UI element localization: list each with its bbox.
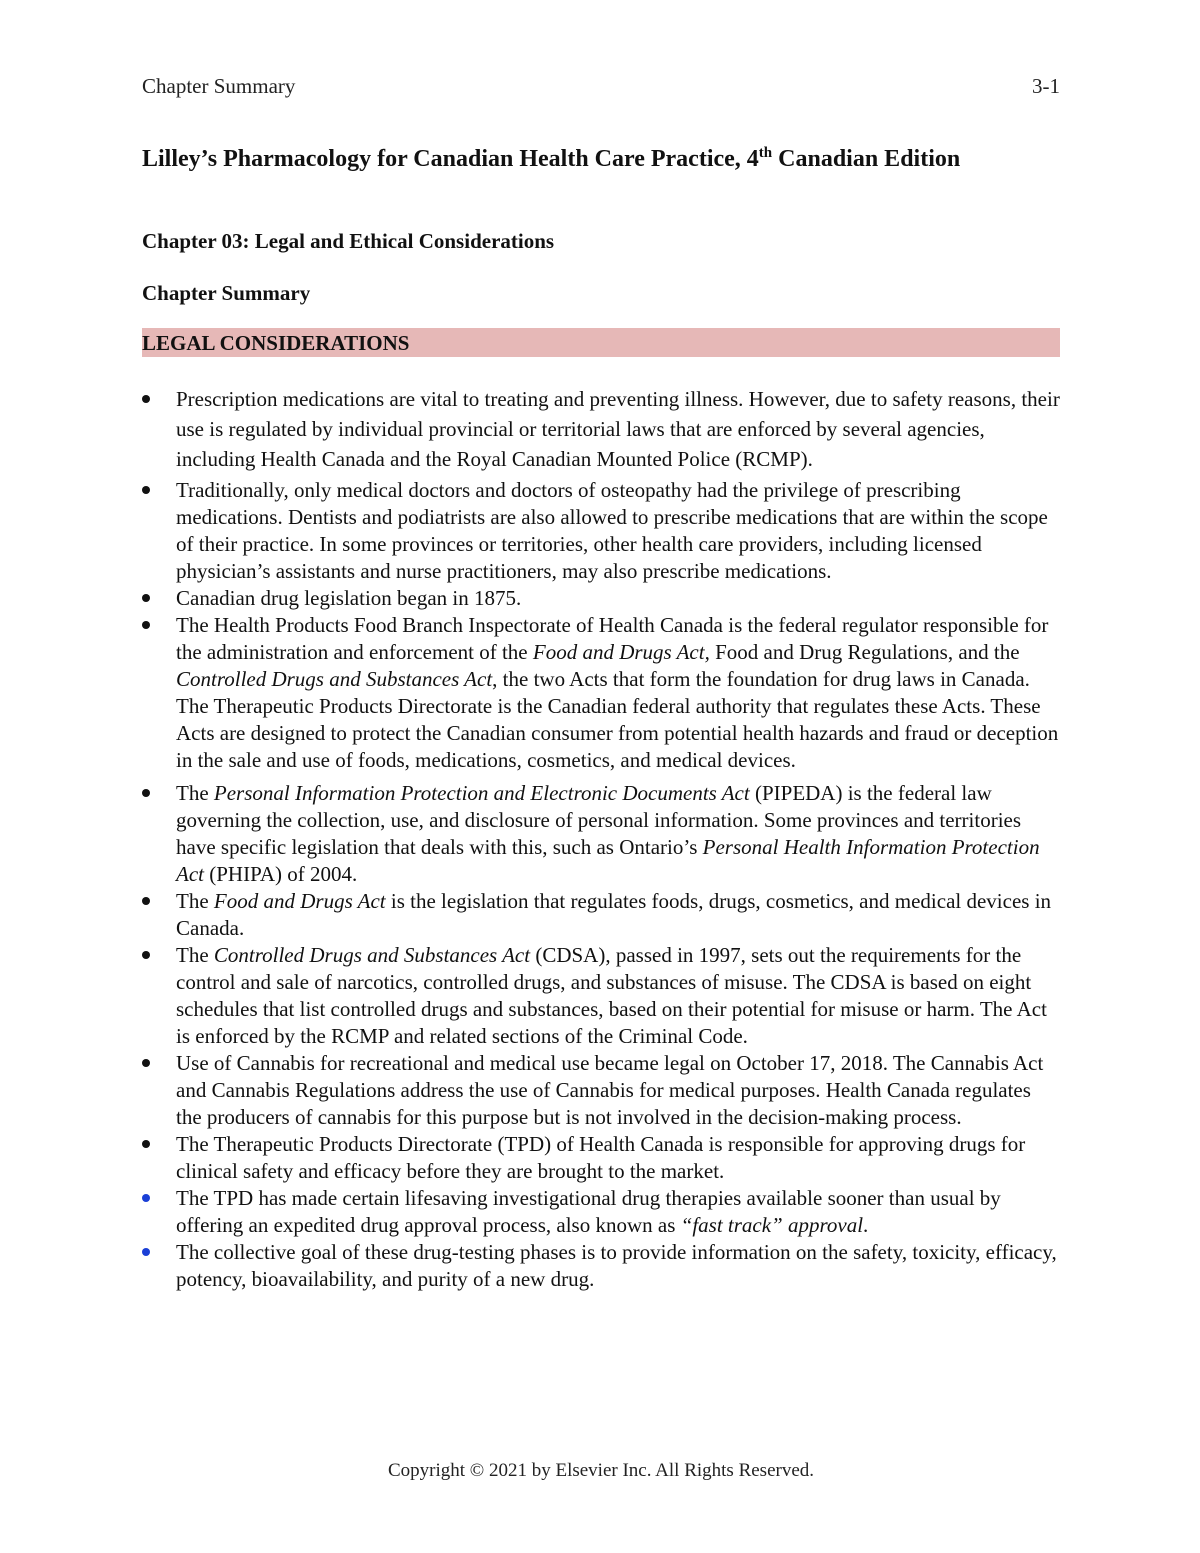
text-run: The [176, 943, 214, 967]
chapter-heading: Chapter 03: Legal and Ethical Considerations [142, 229, 555, 253]
header-page-number: 3-1 [1032, 74, 1060, 98]
list-item [142, 780, 1060, 888]
bullet-icon [142, 621, 150, 629]
text-run: (PHIPA) of 2004. [203, 862, 358, 886]
list-item-text: Canadian drug legislation began in 1875. [176, 586, 522, 610]
act-name: Food and Drugs Act [213, 889, 386, 913]
act-name: Food and Drugs Act, [532, 640, 710, 664]
section-heading-bar [142, 328, 1060, 357]
text-run: The TPD has made certain lifesaving investigational drug therapies available sooner than usual by offering an expedited drug approval process, also known as [176, 1186, 1001, 1237]
list-item [142, 1239, 1060, 1293]
list-item [142, 1050, 1060, 1131]
text-run: . [863, 1213, 869, 1237]
book-title-main: Lilley’s Pharmacology for Canadian Health Care Practice, 4 [142, 146, 759, 172]
act-name: Personal Health Information Protection Act [176, 835, 1040, 886]
list-item [142, 384, 1060, 474]
summary-heading: Chapter Summary [142, 281, 311, 305]
bullet-icon [142, 395, 150, 403]
list-item [142, 1131, 1060, 1185]
bullet-icon [142, 1248, 150, 1256]
list-item [142, 942, 1060, 1050]
list-item-text: Prescription medications are vital to treating and preventing illness. However, due to safety reasons, their use is regulated by individual provincial or territorial laws that are enforced by several agencies, including Health Canada and the Royal Canadian Mounted Police (RCMP). [176, 387, 1060, 471]
list-item-text: Use of Cannabis for recreational and medical use became legal on October 17, 2018. The Cannabis Act and Cannabis Regulations address the use of Cannabis for medical purposes. Health Canada regulates the producers of cannabis for this purpose but is not involved in the decision-making process. [176, 1051, 1044, 1129]
book-title [142, 143, 1042, 176]
text-run: The [176, 781, 214, 805]
section-heading: LEGAL CONSIDERATIONS [142, 331, 410, 355]
bullet-icon [142, 897, 150, 905]
list-item-text [176, 781, 1040, 886]
list-item-text [176, 613, 1058, 772]
list-item-text: The collective goal of these drug-testing phases is to provide information on the safety, toxicity, efficacy, potency, bioavailability, and purity of a new drug. [176, 1240, 1057, 1291]
bullet-icon [142, 789, 150, 797]
text-run: , the two Acts that form the foundation for drug laws in Canada. The Therapeutic Products Directorate is the Canadian federal authority that regulates these Acts. These Acts are designed to protect the Canadian consumer from potential health hazards and fraud or deception in the sale and use of foods, medications, cosmetics, and medical devices. [176, 667, 1059, 772]
list-item [142, 1185, 1060, 1239]
text-run: The Health Products Food Branch Inspectorate of Health Canada is the federal regulator responsible for the administration and enforcement of the [176, 613, 1049, 664]
text-run: is the legislation that regulates foods, drugs, cosmetics, and medical devices in Canada. [176, 889, 1052, 940]
bullet-icon [142, 1140, 150, 1148]
list-item [142, 888, 1060, 942]
bullet-icon [142, 1194, 150, 1202]
copyright-footer: Copyright © 2021 by Elsevier Inc. All Rights Reserved. [387, 1460, 815, 1481]
bullet-icon [142, 1059, 150, 1067]
book-title-rest: Canadian Edition [772, 146, 961, 172]
bullet-list [142, 384, 1060, 1293]
list-item-text [176, 889, 1051, 940]
list-item-text [176, 943, 1047, 1048]
bullet-icon [142, 594, 150, 602]
emphasis-text: “fast track” approval [680, 1213, 864, 1237]
act-name: Personal Information Protection and Electronic Documents Act [213, 781, 750, 805]
header-chapter-summary: Chapter Summary [142, 74, 296, 98]
document-page [142, 0, 1060, 1553]
act-name: Controlled Drugs and Substances Act [213, 943, 531, 967]
list-item-text [176, 1186, 1001, 1237]
list-item [142, 585, 1060, 612]
bullet-icon [142, 486, 150, 494]
list-item [142, 612, 1060, 774]
text-run: The [176, 889, 214, 913]
text-run: Food and Drug Regulations, and the [709, 640, 1020, 664]
bullet-icon [142, 951, 150, 959]
text-run: (PIPEDA) is the federal law governing the collection, use, and disclosure of personal information. Some provinces and territories have specific legislation that deals with this, such as Ontario’s [176, 781, 1022, 859]
list-item-text: The Therapeutic Products Directorate (TPD) of Health Canada is responsible for approving drugs for clinical safety and efficacy before they are brought to the market. [176, 1132, 1026, 1183]
list-item [142, 477, 1060, 585]
book-title-superscript: th [758, 145, 773, 161]
list-item-text: Traditionally, only medical doctors and doctors of osteopathy had the privilege of prescribing medications. Dentists and podiatrists are also allowed to prescribe medications that are within the scope of their practice. In some provinces or territories, other health care providers, including licensed physician’s assistants and nurse practitioners, may also prescribe medications. [176, 478, 1048, 583]
act-name: Controlled Drugs and Substances Act [176, 667, 493, 691]
text-run: (CDSA), passed in 1997, sets out the requirements for the control and sale of narcotics, controlled drugs, and substances of misuse. The CDSA is based on eight schedules that list controlled drugs and substances, based on their potential for misuse or harm. The Act is enforced by the RCMP and related sections of the Criminal Code. [176, 943, 1047, 1048]
